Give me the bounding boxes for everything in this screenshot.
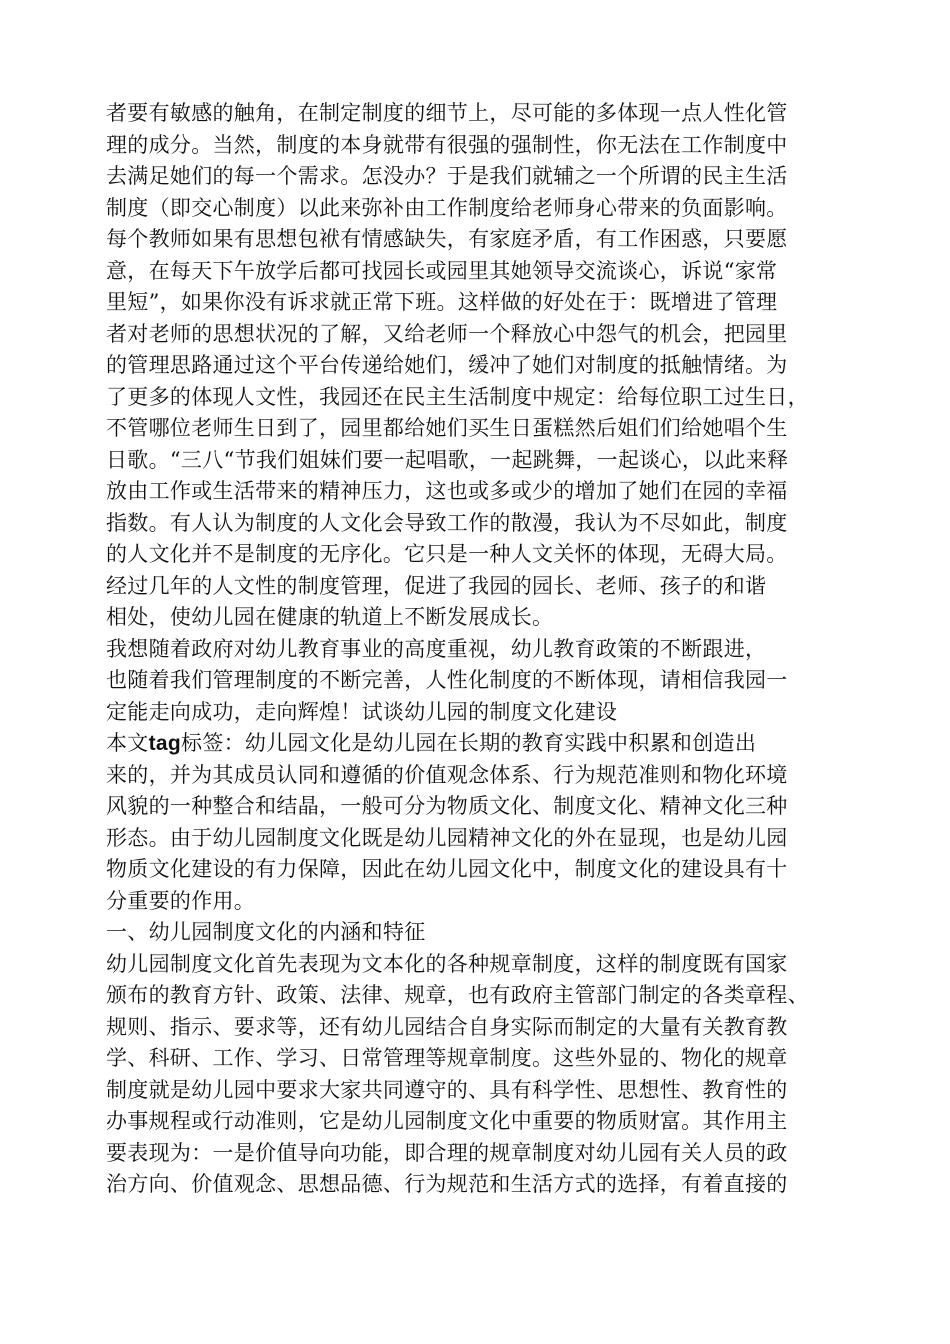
text-line: 里短”，如果你没有诉求就正常下班。这样做的好处在于：既增进了管理	[106, 290, 778, 314]
text-line: 颁布的教育方针、政策、法律、规章，也有政府主管部门制定的各类章程、	[106, 983, 809, 1007]
text-line: 放由工作或生活带来的精神压力，这也或多或少的增加了她们在园的幸福	[106, 479, 788, 503]
text-line: 来的，并为其成员认同和遵循的价值观念体系、行为规范准则和物化环境	[106, 762, 788, 787]
text-line: 的管理思路通过这个平台传递给她们，缓冲了她们对制度的抵触情绪。为	[106, 353, 788, 377]
body-text	[106, 98, 866, 1201]
text-line: 办事规程或行动准则，它是幼儿园制度文化中重要的物质财富。其作用主	[106, 1109, 788, 1133]
text-line: 者要有敏感的触角，在制定制度的细节上，尽可能的多体现一点人性化管	[106, 101, 788, 125]
text-line: 治方向、价值观念、思想品德、行为规范和生活方式的选择，有着直接的	[106, 1172, 788, 1196]
text-line: 日歌。“三八“节我们姐妹们要一起唱歌，一起跳舞，一起谈心，以此来释	[106, 447, 789, 472]
tag-keyword: tag	[148, 732, 182, 755]
text-line: 的人文化并不是制度的无序化。它只是一种人文关怀的体现，无碍大局。	[106, 542, 788, 566]
text-line: 每个教师如果有思想包袱有情感缺失，有家庭矛盾，有工作困惑，只要愿	[106, 227, 788, 251]
text-line: 分重要的作用。	[106, 888, 256, 913]
text-line: 不管哪位老师生日到了，园里都给她们买生日蛋糕然后姐们们给她唱个生	[106, 416, 788, 440]
text-line: 也随着我们管理制度的不断完善，人性化制度的不断体现，请相信我园一	[106, 668, 788, 692]
text-line: 相处，使幼儿园在健康的轨道上不断发展成长。	[106, 605, 554, 629]
text-line: 规则、指示、要求等，还有幼儿园结合自身实际而制定的大量有关教育教	[106, 1014, 788, 1039]
section-heading: 一、幼儿园制度文化的内涵和特征	[106, 920, 426, 944]
tag-line-prefix: 本文	[106, 731, 149, 755]
text-line: 者对老师的思想状况的了解，又给老师一个释放心中怨气的机会，把园里	[106, 321, 788, 346]
text-line: 制度就是幼儿园中要求大家共同遵守的、具有科学性、思想性、教育性的	[106, 1077, 788, 1102]
text-line: 意，在每天下午放学后都可找园长或园里其她领导交流谈心，诉说“家常	[106, 258, 778, 283]
text-line: 了更多的体现人文性，我园还在民主生活制度中规定：给每位职工过生日，	[106, 384, 809, 409]
text-line: 去满足她们的每一个需求。怎没办？于是我们就辅之一个所谓的民主生活	[106, 164, 788, 188]
text-line: 经过几年的人文性的制度管理，促进了我园的园长、老师、孩子的和谐	[106, 573, 767, 598]
text-line: 形态。由于幼儿园制度文化既是幼儿园精神文化的外在显现，也是幼儿园	[106, 825, 788, 850]
text-line: 指数。有人认为制度的人文化会导致工作的散漫，我认为不尽如此，制度	[106, 510, 788, 535]
text-line: 风貌的一种整合和结晶，一般可分为物质文化、制度文化、精神文化三种	[106, 794, 788, 818]
tag-line	[106, 728, 866, 760]
text-line: 我想随着政府对幼儿教育事业的高度重视，幼儿教育政策的不断跟进，	[106, 636, 767, 661]
text-line: 学、科研、工作、学习、日常管理等规章制度。这些外显的、物化的规章	[106, 1046, 788, 1070]
text-line: 理的成分。当然，制度的本身就带有很强的强制性，你无法在工作制度中	[106, 132, 788, 157]
text-line: 物质文化建设的有力保障，因此在幼儿园文化中，制度文化的建设具有十	[106, 857, 788, 881]
text-line: 定能走向成功，走向辉煌！试谈幼儿园的制度文化建设	[106, 699, 618, 724]
text-line: 要表现为：一是价值导向功能，即合理的规章制度对幼儿园有关人员的政	[106, 1140, 788, 1165]
text-line: 制度（即交心制度）以此来弥补由工作制度给老师身心带来的负面影响。	[106, 195, 788, 220]
tag-line-rest: 标签：幼儿园文化是幼儿园在长期的教育实践中积累和创造出	[181, 731, 757, 755]
text-line: 幼儿园制度文化首先表现为文本化的各种规章制度，这样的制度既有国家	[106, 951, 788, 976]
